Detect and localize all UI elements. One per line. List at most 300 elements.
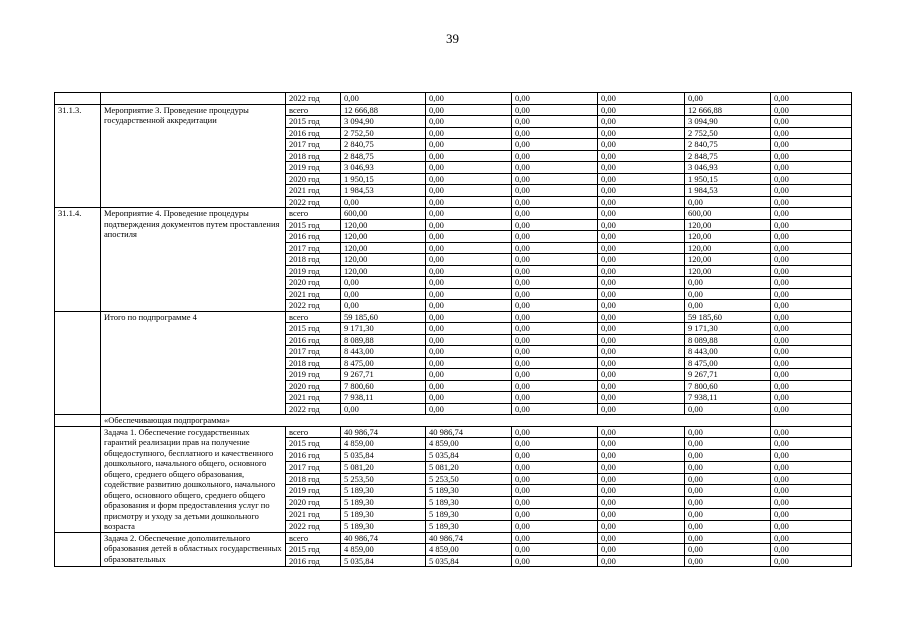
year-cell: 2021 год (286, 392, 341, 404)
amount-cell: 0,00 (598, 208, 685, 220)
amount-cell: 0,00 (598, 265, 685, 277)
amount-cell: 0,00 (598, 473, 685, 485)
year-cell: 2022 год (286, 300, 341, 312)
amount-cell: 0,00 (512, 311, 598, 323)
item-code (55, 311, 101, 415)
amount-cell: 0,00 (512, 150, 598, 162)
item-code (55, 532, 101, 567)
amount-cell: 120,00 (341, 219, 426, 231)
year-cell: 2019 год (286, 485, 341, 497)
amount-cell: 0,00 (598, 426, 685, 438)
amount-cell: 0,00 (598, 277, 685, 289)
amount-cell: 0,00 (512, 104, 598, 116)
amount-cell: 0,00 (598, 346, 685, 358)
item-description: Итого по подпрограмме 4 (101, 311, 286, 415)
amount-cell: 0,00 (512, 300, 598, 312)
amount-cell: 0,00 (771, 508, 852, 520)
item-description: Задача 2. Обеспечение дополнительного образования детей в областных государственных образовательных (101, 532, 286, 567)
amount-cell: 0,00 (512, 357, 598, 369)
year-cell: 2021 год (286, 288, 341, 300)
amount-cell: 8 443,00 (685, 346, 771, 358)
year-cell: 2017 год (286, 346, 341, 358)
amount-cell: 120,00 (685, 242, 771, 254)
amount-cell: 0,00 (512, 555, 598, 567)
amount-cell: 0,00 (512, 346, 598, 358)
amount-cell: 0,00 (771, 288, 852, 300)
amount-cell: 0,00 (771, 473, 852, 485)
amount-cell: 0,00 (598, 334, 685, 346)
amount-cell: 0,00 (598, 369, 685, 381)
amount-cell: 3 094,90 (685, 116, 771, 128)
amount-cell: 2 752,50 (341, 127, 426, 139)
amount-cell: 8 089,88 (685, 334, 771, 346)
amount-cell: 0,00 (598, 231, 685, 243)
amount-cell: 0,00 (598, 403, 685, 415)
amount-cell: 0,00 (598, 485, 685, 497)
year-cell: 2021 год (286, 185, 341, 197)
amount-cell: 120,00 (341, 265, 426, 277)
amount-cell: 5 035,84 (426, 450, 512, 462)
amount-cell: 0,00 (598, 508, 685, 520)
year-cell: 2019 год (286, 265, 341, 277)
amount-cell: 0,00 (685, 288, 771, 300)
year-cell: 2017 год (286, 461, 341, 473)
year-cell: 2017 год (286, 139, 341, 151)
amount-cell: 0,00 (685, 403, 771, 415)
year-cell: 2020 год (286, 173, 341, 185)
amount-cell: 0,00 (512, 277, 598, 289)
amount-cell: 0,00 (685, 497, 771, 509)
amount-cell: 0,00 (512, 461, 598, 473)
item-code (55, 93, 101, 105)
amount-cell: 0,00 (598, 438, 685, 450)
amount-cell: 0,00 (512, 196, 598, 208)
amount-cell: 0,00 (771, 162, 852, 174)
amount-cell: 0,00 (685, 520, 771, 532)
amount-cell: 5 189,30 (426, 508, 512, 520)
item-code: 31.1.3. (55, 104, 101, 208)
item-code: 31.1.4. (55, 208, 101, 312)
year-cell: 2018 год (286, 357, 341, 369)
year-cell: 2020 год (286, 277, 341, 289)
amount-cell: 7 800,60 (341, 380, 426, 392)
item-code (55, 426, 101, 532)
amount-cell: 5 189,30 (426, 520, 512, 532)
amount-cell: 0,00 (598, 288, 685, 300)
amount-cell: 12 666,88 (685, 104, 771, 116)
amount-cell: 120,00 (685, 254, 771, 266)
amount-cell: 0,00 (771, 196, 852, 208)
amount-cell: 0,00 (512, 450, 598, 462)
amount-cell: 0,00 (426, 242, 512, 254)
amount-cell: 5 189,30 (341, 497, 426, 509)
subprogram-header: «Обеспечивающая подпрограмма» (101, 415, 771, 427)
amount-cell: 0,00 (771, 254, 852, 266)
amount-cell: 0,00 (598, 357, 685, 369)
amount-cell: 0,00 (771, 208, 852, 220)
amount-cell: 0,00 (771, 116, 852, 128)
amount-cell: 0,00 (685, 461, 771, 473)
amount-cell: 0,00 (512, 532, 598, 544)
amount-cell: 0,00 (598, 555, 685, 567)
amount-cell: 0,00 (341, 196, 426, 208)
amount-cell: 120,00 (341, 242, 426, 254)
amount-cell: 0,00 (598, 104, 685, 116)
amount-cell: 0,00 (598, 219, 685, 231)
amount-cell: 0,00 (426, 127, 512, 139)
amount-cell: 5 253,50 (341, 473, 426, 485)
amount-cell: 0,00 (426, 288, 512, 300)
amount-cell: 120,00 (341, 231, 426, 243)
amount-cell: 7 938,11 (685, 392, 771, 404)
amount-cell: 0,00 (512, 242, 598, 254)
amount-cell: 0,00 (598, 300, 685, 312)
amount-cell: 0,00 (598, 254, 685, 266)
amount-cell: 0,00 (771, 265, 852, 277)
amount-cell: 120,00 (341, 254, 426, 266)
amount-cell: 0,00 (512, 162, 598, 174)
amount-cell: 1 984,53 (341, 185, 426, 197)
year-cell: всего (286, 311, 341, 323)
amount-cell: 2 840,75 (685, 139, 771, 151)
amount-cell: 0,00 (512, 185, 598, 197)
amount-cell: 0,00 (598, 311, 685, 323)
amount-cell: 0,00 (512, 380, 598, 392)
amount-cell: 0,00 (598, 173, 685, 185)
amount-cell: 40 986,74 (341, 532, 426, 544)
amount-cell: 0,00 (771, 311, 852, 323)
year-cell: 2015 год (286, 544, 341, 556)
amount-cell: 0,00 (771, 185, 852, 197)
amount-cell: 1 950,15 (685, 173, 771, 185)
year-cell: всего (286, 208, 341, 220)
amount-cell: 0,00 (426, 357, 512, 369)
amount-cell: 4 859,00 (426, 544, 512, 556)
amount-cell: 8 089,88 (341, 334, 426, 346)
year-cell: 2016 год (286, 127, 341, 139)
amount-cell: 0,00 (771, 392, 852, 404)
amount-cell: 0,00 (512, 231, 598, 243)
year-cell: 2019 год (286, 369, 341, 381)
amount-cell: 0,00 (512, 323, 598, 335)
amount-cell: 8 475,00 (341, 357, 426, 369)
amount-cell: 600,00 (685, 208, 771, 220)
amount-cell: 0,00 (426, 403, 512, 415)
amount-cell: 0,00 (685, 473, 771, 485)
amount-cell: 0,00 (426, 208, 512, 220)
amount-cell: 0,00 (598, 242, 685, 254)
amount-cell: 0,00 (512, 392, 598, 404)
amount-cell: 0,00 (512, 265, 598, 277)
amount-cell: 0,00 (685, 508, 771, 520)
amount-cell: 120,00 (685, 219, 771, 231)
amount-cell: 0,00 (512, 334, 598, 346)
year-cell: 2015 год (286, 116, 341, 128)
amount-cell: 0,00 (341, 300, 426, 312)
budget-table (54, 92, 852, 567)
year-cell: 2015 год (286, 438, 341, 450)
amount-cell: 0,00 (598, 185, 685, 197)
amount-cell: 0,00 (771, 544, 852, 556)
year-cell: 2016 год (286, 334, 341, 346)
amount-cell: 0,00 (598, 380, 685, 392)
amount-cell: 0,00 (685, 300, 771, 312)
amount-cell: 9 267,71 (341, 369, 426, 381)
amount-cell: 0,00 (426, 392, 512, 404)
amount-cell: 0,00 (512, 544, 598, 556)
code-cell (55, 415, 101, 427)
amount-cell: 0,00 (426, 162, 512, 174)
amount-cell: 5 035,84 (341, 450, 426, 462)
table-row (55, 415, 852, 427)
amount-cell: 8 475,00 (685, 357, 771, 369)
amount-cell: 0,00 (512, 254, 598, 266)
amount-cell: 0,00 (512, 438, 598, 450)
amount-cell: 0,00 (512, 497, 598, 509)
amount-cell: 0,00 (598, 323, 685, 335)
amount-cell: 0,00 (341, 288, 426, 300)
amount-cell: 5 081,20 (426, 461, 512, 473)
year-cell: 2020 год (286, 497, 341, 509)
amount-cell: 0,00 (426, 150, 512, 162)
amount-cell: 0,00 (771, 426, 852, 438)
amount-cell: 5 189,30 (341, 520, 426, 532)
amount-cell: 0,00 (512, 127, 598, 139)
amount-cell: 8 443,00 (341, 346, 426, 358)
table-row (55, 311, 852, 323)
amount-cell: 2 848,75 (685, 150, 771, 162)
amount-cell: 9 171,30 (341, 323, 426, 335)
amount-cell: 0,00 (685, 532, 771, 544)
amount-cell: 0,00 (598, 196, 685, 208)
amount-cell: 0,00 (598, 162, 685, 174)
item-description (101, 93, 286, 105)
amount-cell: 0,00 (426, 185, 512, 197)
amount-cell: 0,00 (598, 93, 685, 105)
amount-cell: 0,00 (512, 139, 598, 151)
amount-cell: 0,00 (426, 277, 512, 289)
amount-cell: 120,00 (685, 265, 771, 277)
amount-cell: 4 859,00 (341, 438, 426, 450)
amount-cell: 5 081,20 (341, 461, 426, 473)
amount-cell: 0,00 (598, 450, 685, 462)
item-description: Мероприятие 4. Проведение процедуры подтверждения документов путем проставления апостиля (101, 208, 286, 312)
amount-cell: 0,00 (426, 116, 512, 128)
amount-cell: 0,00 (341, 403, 426, 415)
year-cell: 2018 год (286, 473, 341, 485)
amount-cell: 0,00 (598, 532, 685, 544)
amount-cell: 0,00 (426, 334, 512, 346)
amount-cell: 0,00 (771, 173, 852, 185)
amount-cell: 0,00 (685, 450, 771, 462)
amount-cell: 0,00 (341, 277, 426, 289)
year-cell: 2022 год (286, 520, 341, 532)
year-cell: всего (286, 532, 341, 544)
year-cell: всего (286, 426, 341, 438)
amount-cell: 0,00 (598, 139, 685, 151)
amount-cell: 0,00 (771, 357, 852, 369)
amount-cell: 0,00 (512, 369, 598, 381)
year-cell: 2016 год (286, 450, 341, 462)
year-cell: 2016 год (286, 555, 341, 567)
amount-cell: 0,00 (771, 520, 852, 532)
amount-cell: 4 859,00 (426, 438, 512, 450)
amount-cell: 9 171,30 (685, 323, 771, 335)
amount-cell: 0,00 (598, 461, 685, 473)
amount-cell: 0,00 (685, 426, 771, 438)
amount-cell: 5 189,30 (426, 497, 512, 509)
year-cell: 2016 год (286, 231, 341, 243)
amount-cell: 600,00 (341, 208, 426, 220)
amount-cell: 0,00 (771, 403, 852, 415)
year-cell: 2019 год (286, 162, 341, 174)
amount-cell: 0,00 (426, 93, 512, 105)
amount-cell: 5 189,30 (341, 485, 426, 497)
year-cell: 2018 год (286, 254, 341, 266)
amount-cell: 0,00 (512, 426, 598, 438)
amount-cell: 0,00 (426, 173, 512, 185)
amount-cell: 3 046,93 (341, 162, 426, 174)
amount-cell: 0,00 (598, 127, 685, 139)
amount-cell: 0,00 (512, 208, 598, 220)
amount-cell: 40 986,74 (426, 532, 512, 544)
amount-cell: 0,00 (771, 104, 852, 116)
amount-cell: 1 950,15 (341, 173, 426, 185)
amount-cell: 0,00 (771, 555, 852, 567)
year-cell: 2022 год (286, 403, 341, 415)
amount-cell: 0,00 (426, 300, 512, 312)
year-cell: 2018 год (286, 150, 341, 162)
amount-cell: 9 267,71 (685, 369, 771, 381)
amount-cell: 0,00 (771, 532, 852, 544)
amount-cell: 0,00 (598, 520, 685, 532)
amount-cell: 0,00 (426, 139, 512, 151)
amount-cell: 0,00 (771, 380, 852, 392)
amount-cell: 0,00 (512, 520, 598, 532)
amount-cell: 12 666,88 (341, 104, 426, 116)
amount-cell: 0,00 (512, 93, 598, 105)
amount-cell: 0,00 (426, 346, 512, 358)
amount-cell: 0,00 (426, 219, 512, 231)
amount-cell: 0,00 (598, 544, 685, 556)
amount-cell: 5 035,84 (341, 555, 426, 567)
amount-cell: 0,00 (771, 346, 852, 358)
amount-cell: 0,00 (512, 508, 598, 520)
amount-cell: 0,00 (685, 277, 771, 289)
amount-cell: 0,00 (598, 497, 685, 509)
amount-cell: 3 046,93 (685, 162, 771, 174)
amount-cell: 0,00 (685, 544, 771, 556)
table-row (55, 93, 852, 105)
amount-cell: 0,00 (512, 173, 598, 185)
amount-cell: 5 253,50 (426, 473, 512, 485)
amount-cell: 4 859,00 (341, 544, 426, 556)
amount-cell: 0,00 (771, 497, 852, 509)
amount-cell: 1 984,53 (685, 185, 771, 197)
amount-cell: 0,00 (771, 300, 852, 312)
item-description: Мероприятие 3. Проведение процедуры государственной аккредитации (101, 104, 286, 208)
amount-cell: 0,00 (685, 555, 771, 567)
amount-cell: 120,00 (685, 231, 771, 243)
amount-cell: 0,00 (771, 334, 852, 346)
amount-cell: 40 986,74 (426, 426, 512, 438)
amount-cell: 0,00 (512, 485, 598, 497)
amount-cell: 0,00 (341, 93, 426, 105)
amount-cell: 59 185,60 (685, 311, 771, 323)
amount-cell: 0,00 (598, 116, 685, 128)
table-row (55, 426, 852, 438)
amount-cell: 0,00 (771, 450, 852, 462)
amount-cell: 0,00 (598, 392, 685, 404)
amount-cell: 2 840,75 (341, 139, 426, 151)
empty-cell (771, 415, 852, 427)
amount-cell: 0,00 (685, 438, 771, 450)
amount-cell: 0,00 (771, 369, 852, 381)
amount-cell: 0,00 (426, 254, 512, 266)
year-cell: 2017 год (286, 242, 341, 254)
amount-cell: 0,00 (771, 242, 852, 254)
year-cell: 2021 год (286, 508, 341, 520)
amount-cell: 0,00 (426, 369, 512, 381)
year-cell: 2022 год (286, 196, 341, 208)
amount-cell: 7 938,11 (341, 392, 426, 404)
amount-cell: 0,00 (771, 93, 852, 105)
amount-cell: 0,00 (426, 311, 512, 323)
amount-cell: 0,00 (426, 196, 512, 208)
amount-cell: 0,00 (426, 104, 512, 116)
amount-cell: 0,00 (771, 139, 852, 151)
amount-cell: 0,00 (685, 93, 771, 105)
year-cell: 2020 год (286, 380, 341, 392)
amount-cell: 0,00 (426, 231, 512, 243)
table-row (55, 532, 852, 544)
amount-cell: 2 752,50 (685, 127, 771, 139)
amount-cell: 0,00 (426, 323, 512, 335)
amount-cell: 0,00 (771, 461, 852, 473)
amount-cell: 0,00 (426, 380, 512, 392)
year-cell: всего (286, 104, 341, 116)
amount-cell: 5 035,84 (426, 555, 512, 567)
amount-cell: 5 189,30 (341, 508, 426, 520)
amount-cell: 0,00 (685, 196, 771, 208)
amount-cell: 7 800,60 (685, 380, 771, 392)
amount-cell: 0,00 (512, 403, 598, 415)
amount-cell: 0,00 (771, 438, 852, 450)
amount-cell: 3 094,90 (341, 116, 426, 128)
amount-cell: 0,00 (426, 265, 512, 277)
page-number: 39 (446, 31, 459, 46)
amount-cell: 0,00 (771, 219, 852, 231)
amount-cell: 59 185,60 (341, 311, 426, 323)
amount-cell: 0,00 (771, 277, 852, 289)
year-cell: 2015 год (286, 323, 341, 335)
amount-cell: 0,00 (512, 116, 598, 128)
year-cell: 2015 год (286, 219, 341, 231)
amount-cell: 0,00 (771, 323, 852, 335)
year-cell: 2022 год (286, 93, 341, 105)
amount-cell: 0,00 (512, 288, 598, 300)
table-row (55, 104, 852, 116)
table-row (55, 208, 852, 220)
amount-cell: 0,00 (512, 473, 598, 485)
amount-cell: 2 848,75 (341, 150, 426, 162)
amount-cell: 0,00 (771, 231, 852, 243)
amount-cell: 5 189,30 (426, 485, 512, 497)
amount-cell: 0,00 (771, 485, 852, 497)
amount-cell: 0,00 (598, 150, 685, 162)
amount-cell: 0,00 (512, 219, 598, 231)
amount-cell: 40 986,74 (341, 426, 426, 438)
